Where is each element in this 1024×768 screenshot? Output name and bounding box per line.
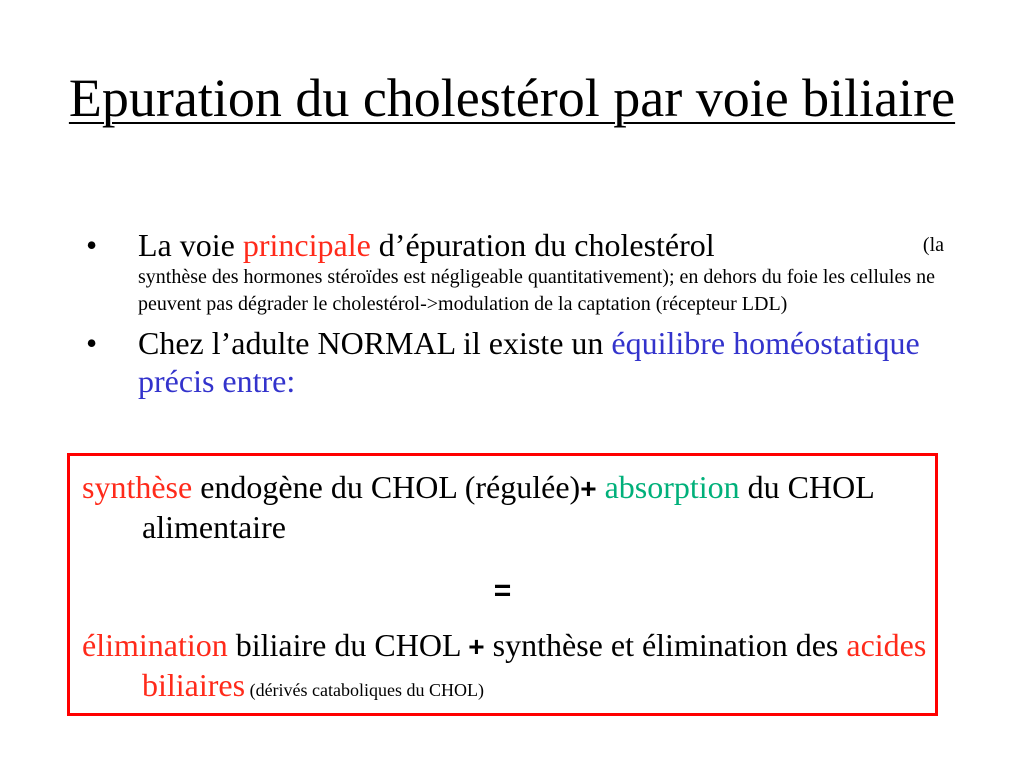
absorption-word: absorption <box>596 469 740 505</box>
bullet-dot: • <box>86 325 98 361</box>
bullet-item-equilibrium <box>0 324 1024 400</box>
bullet-2-pre: Chez l’adulte NORMAL il existe un <box>138 325 612 361</box>
bullet-1-small-open: (la <box>922 234 944 256</box>
equals-sign: = <box>493 574 512 607</box>
plus-sign: + <box>580 473 597 504</box>
absorption-text: du CHOL alimentaire <box>142 469 874 545</box>
plus-sign: + <box>468 631 485 662</box>
bullet-2-highlight: équilibre homéostatique précis entre: <box>138 325 920 399</box>
bullet-1-pre: La voie <box>138 227 243 263</box>
bile-acids-note: (dérivés cataboliques du CHOL) <box>245 680 485 700</box>
bullet-dot: • <box>86 227 98 263</box>
bile-acids-word: acides biliaires <box>142 627 927 703</box>
bullet-1-highlight: principale <box>242 227 371 263</box>
slide-title <box>60 66 964 130</box>
slide-title-text: Epuration du cholestérol par voie biliaire <box>68 68 956 128</box>
synthesis-word: synthèse <box>82 469 193 505</box>
equation-left-side <box>82 468 992 546</box>
equation-box <box>67 453 938 716</box>
elimination-word: élimination <box>82 627 228 663</box>
elimination-text: biliaire du CHOL <box>227 627 469 663</box>
synthesis-text: endogène du CHOL (régulée) <box>192 469 581 505</box>
bullet-1-details: synthèse des hormones stéroïdes est négligeable quantitativement); en dehors du foie les cellules ne peuvent pas dégrader le cholestérol->modulation de la captation (récepteur LDL) <box>138 266 935 315</box>
equation-right-side <box>82 626 992 709</box>
bullet-2-text <box>138 324 944 400</box>
bullet-item-main-route <box>0 226 1024 318</box>
bullet-1-text <box>138 226 944 264</box>
bile-acid-synthesis-text: synthèse et élimination des <box>484 627 847 663</box>
bullet-list <box>0 226 1024 400</box>
bullet-1-post: d’épuration du cholestérol <box>370 227 715 263</box>
